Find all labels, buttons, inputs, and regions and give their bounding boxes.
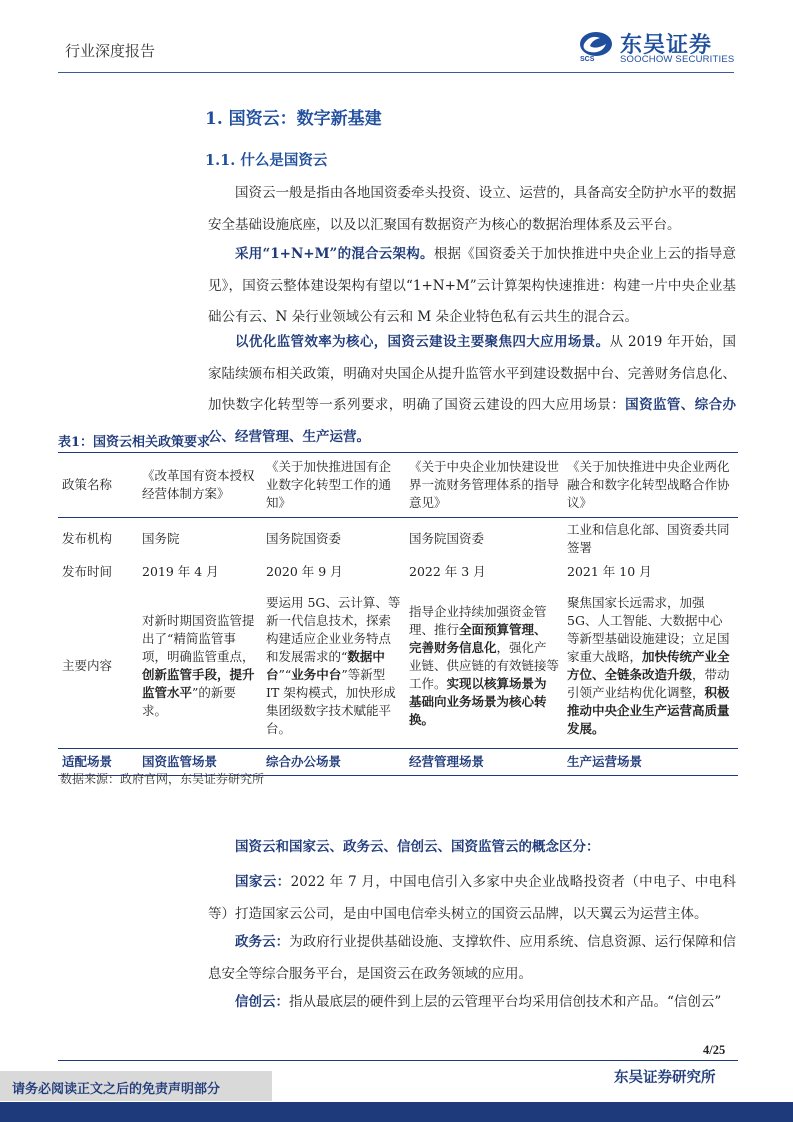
agency: 国务院 bbox=[142, 531, 180, 546]
table-row bbox=[58, 518, 738, 561]
content-cell: 指导企业持续加强资金管理、推行全面预算管理、完善财务信息化，强化产业链、供应链的有效链接等工作。实现以核算场景为基础向业务场景为核心转换。 bbox=[409, 604, 560, 727]
row-label: 适配场景 bbox=[58, 749, 138, 776]
logo-cn: 东吴证券 bbox=[620, 33, 713, 58]
agency: 国务院国资委 bbox=[409, 531, 485, 546]
policy-name: 《改革国有资本授权经营体制方案》 bbox=[138, 453, 262, 518]
paragraph-definition: 国资云一般是指由各地国资委牵头投资、设立、运营的，具备高安全防护水平的数据安全基础设施底座，以及以汇聚国有数据资产为核心的数据治理体系及云平台。 bbox=[208, 185, 736, 233]
content-cell: 要运用 5G、云计算、等新一代信息技术，探索构建适应企业业务特点和发展需求的“数据中台”“业务中台”等新型 IT 架构模式，加快形成集团级数字技术赋能平台。 bbox=[266, 595, 401, 736]
scenario: 生产运营场景 bbox=[563, 749, 738, 776]
section-title: 1. 国资云：数字新基建 bbox=[205, 109, 382, 129]
row-label: 主要内容 bbox=[62, 658, 113, 673]
paragraph-xinchuang-cloud: 信创云：指从最底层的硬件到上层的云管理平台均采用信创技术和产品。“信创云” bbox=[235, 994, 722, 1010]
agency: 工业和信息化部、国资委共同签署 bbox=[567, 522, 730, 555]
footer-org: 东吴证券研究所 bbox=[614, 1069, 716, 1086]
date: 2019 年 4 月 bbox=[142, 564, 219, 579]
table-row bbox=[58, 584, 738, 749]
table-row bbox=[58, 453, 738, 518]
footer-bar bbox=[0, 1102, 793, 1122]
table-row bbox=[58, 560, 738, 584]
page-number: 4/25 bbox=[703, 1043, 726, 1057]
date: 2022 年 3 月 bbox=[409, 564, 486, 579]
scenario: 国资监管场景 bbox=[138, 749, 262, 776]
header-divider bbox=[58, 72, 734, 73]
date: 2021 年 10 月 bbox=[567, 564, 652, 579]
paragraph-scenarios: 以优化监管效率为核心，国资云建设主要聚焦四大应用场景。从 2019 年开始，国家陆续颁布相关政策，明确对央国企从提升监管水平到建设数据中台、完善财务信息化、加快数字化转型等一系列要求，明确了国资云建设的四大应用场景：国资监管、综合办公、经营管理、生产运营。 bbox=[208, 334, 737, 445]
content-cell: 聚焦国家长远需求，加强 5G、人工智能、大数据中心等新型基础设施建设；立足国家重大战略，加快传统产业全方位、全链条改造升级，带动引领产业结构优化调整，积极推动中央企业生产运营高质量发展。 bbox=[567, 595, 730, 736]
logo-abbr: SCS bbox=[580, 56, 595, 63]
paragraph-national-cloud: 国家云：2022 年 7 月，中国电信引入多家中央企业战略投资者（中电子、中电科等）打造国家云公司，是由中国电信牵头树立的国资云品牌，以天翼云为运营主体。 bbox=[208, 874, 737, 922]
subsection-title: 1.1. 什么是国资云 bbox=[205, 152, 328, 169]
policy-name: 《关于加快推进国有企业数字化转型工作的通知》 bbox=[262, 453, 405, 518]
row-label: 发布时间 bbox=[62, 564, 113, 579]
scenario: 经营管理场景 bbox=[405, 749, 563, 776]
report-type: 行业深度报告 bbox=[65, 42, 156, 60]
policy-table bbox=[58, 452, 738, 776]
paragraph-architecture: 采用“1+N+M”的混合云架构。根据《国资委关于加快推进中央企业上云的指导意见》，国资云整体建设架构有望以“1+N+M”云计算架构快速推进：构建一片中央企业基础公有云、N 朵行业领域公有云和 M 朵企业特色私有云共生的混合云。 bbox=[208, 246, 736, 325]
date: 2020 年 9 月 bbox=[266, 564, 343, 579]
concepts-heading: 国资云和国家云、政务云、信创云、国资监管云的概念区分： bbox=[235, 839, 600, 855]
policy-name: 《关于加快推进中央企业两化融合和数字化转型战略合作协议》 bbox=[563, 453, 738, 518]
agency: 国务院国资委 bbox=[266, 531, 342, 546]
table-source: 数据来源：政府官网，东吴证券研究所 bbox=[60, 772, 265, 786]
policy-name: 《关于中央企业加快建设世界一流财务管理体系的指导意见》 bbox=[405, 453, 563, 518]
paragraph-scenarios-lead: 以优化监管效率为核心，国资云建设主要聚焦四大应用场景。 bbox=[235, 334, 610, 350]
footer-divider bbox=[58, 1060, 738, 1061]
row-label: 政策名称 bbox=[58, 453, 138, 518]
scenario: 综合办公场景 bbox=[262, 749, 405, 776]
disclaimer-note: 请务必阅读正文之后的免责声明部分 bbox=[12, 1082, 221, 1097]
paragraph-gov-cloud: 政务云：为政府行业提供基础设施、支撑软件、应用系统、信息资源、运行保障和信息安全等综合服务平台，是国资云在政务领域的应用。 bbox=[208, 934, 737, 982]
paragraph-architecture-lead: 采用“1+N+M”的混合云架构。 bbox=[235, 246, 434, 262]
row-label: 发布机构 bbox=[62, 531, 113, 546]
content-cell: 对新时期国资监管提出了“精简监管事项，明确监管重点，创新监管手段，提升监管水平”的新要求。 bbox=[142, 613, 255, 718]
logo-en: SOOCHOW SECURITIES bbox=[620, 54, 735, 65]
table-title: 表1：国资云相关政策要求 bbox=[58, 435, 211, 450]
